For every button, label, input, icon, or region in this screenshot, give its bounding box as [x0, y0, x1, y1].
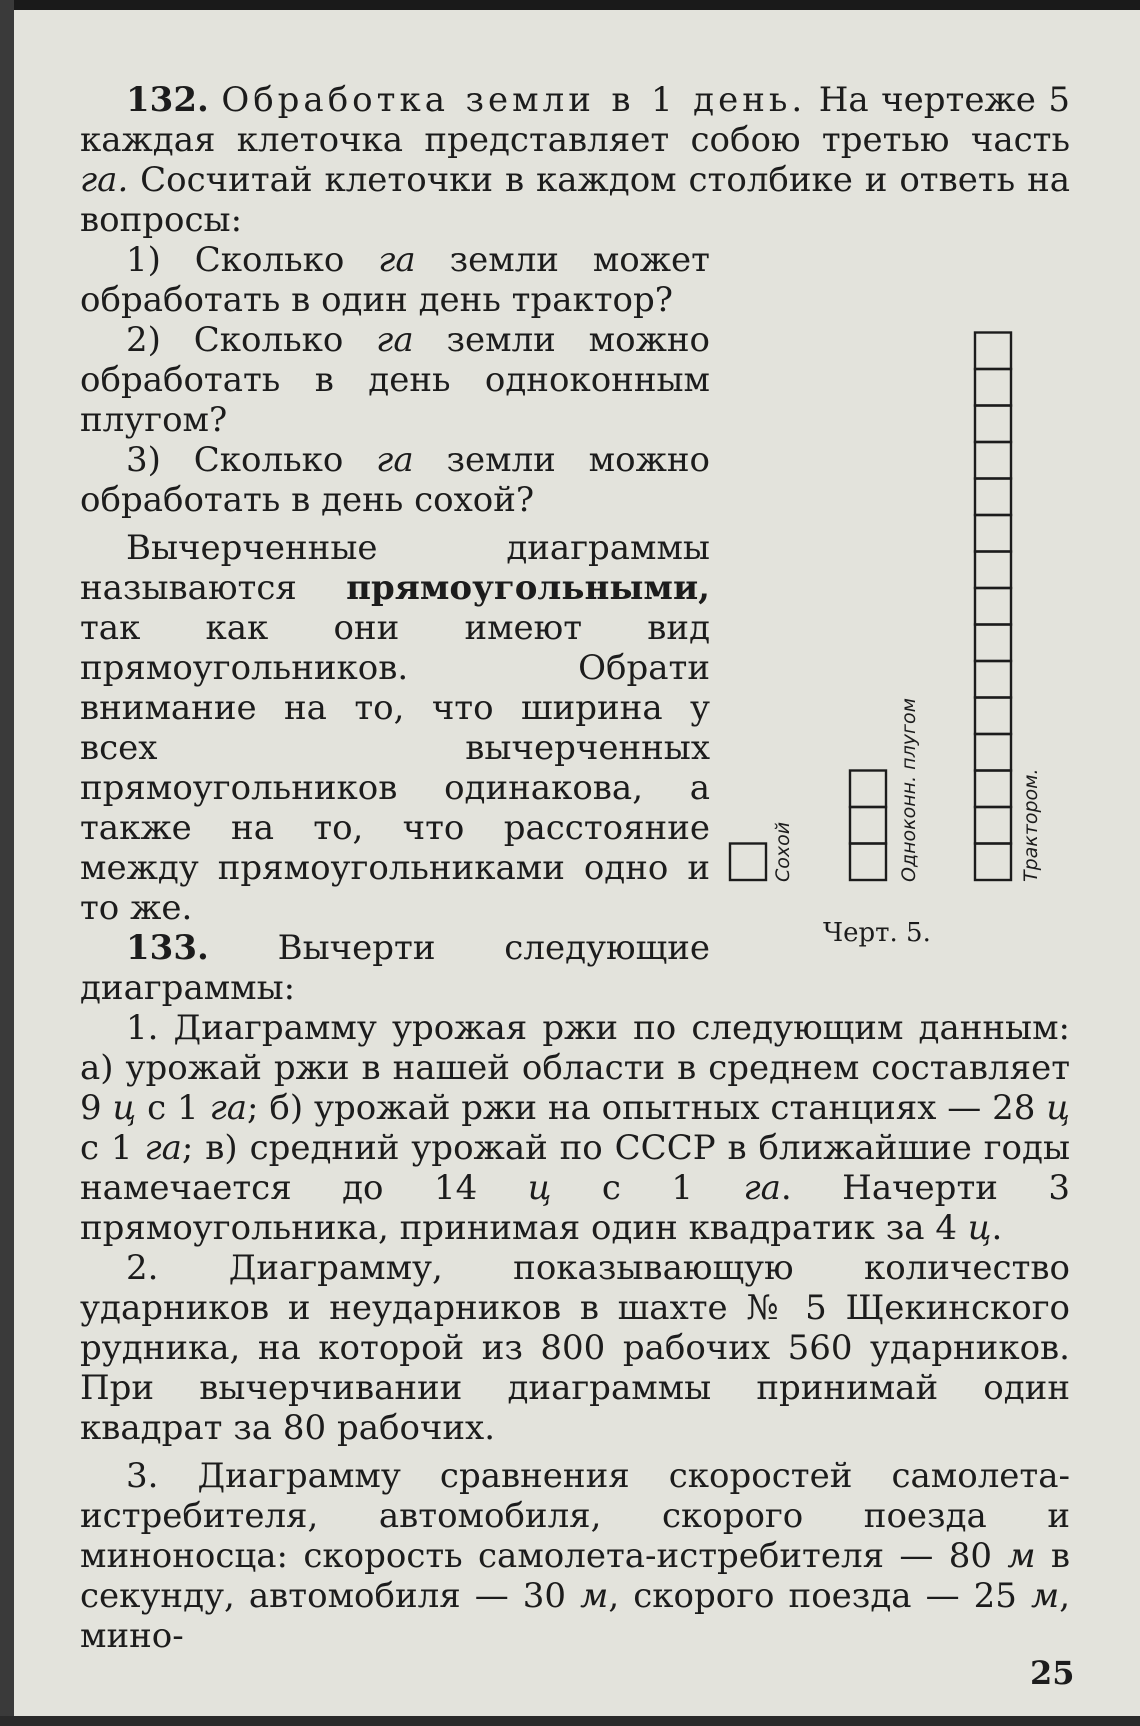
bar-cell-2-2 [850, 807, 886, 844]
unit-m: м [580, 1576, 609, 1616]
bar-cell-3-7 [975, 625, 1011, 662]
unit-c: ц [527, 1168, 552, 1208]
note-term: прямоугольными, [346, 568, 710, 608]
item-1-part-d: с 1 [80, 1128, 133, 1168]
problem-133-intro-text: Вычерти следующие диаграммы: [80, 928, 710, 1008]
bar-cell-3-14 [975, 369, 1011, 406]
unit-c: ц [967, 1208, 992, 1248]
bar-cell-3-3 [975, 771, 1011, 808]
bar-cell-2-3 [850, 771, 886, 808]
question-3 [80, 440, 710, 520]
problem-133-item-3 [80, 1456, 1070, 1656]
unit-ga: га [743, 1168, 781, 1208]
question-1-end: земли может обработать в один день трактор? [80, 240, 710, 320]
unit-ga: га [376, 320, 414, 360]
bar-cell-3-6 [975, 661, 1011, 698]
unit-ga: га [209, 1088, 248, 1128]
item-3-part-c: , скорого поезда — 25 [608, 1576, 1017, 1616]
bar-cell-3-15 [975, 333, 1011, 370]
question-2 [80, 320, 710, 440]
problem-132-heading: Обработка земли в 1 день. [221, 80, 807, 120]
item-3-part-a: 3. Диаграмму сравнения скоростей самолета-истребителя, автомобиля, скорого поезда и миноносца: скорость самолета-истребителя — 80 [80, 1456, 1070, 1576]
item-1-part-h: . [991, 1208, 1003, 1248]
problem-132-intro [80, 80, 1070, 240]
page-number: 25 [1030, 1654, 1075, 1692]
item-1-part-c: ; б) урожай ржи на опытных станциях — 28 [247, 1088, 1036, 1128]
item-3-part-d: , мино- [80, 1576, 1070, 1656]
question-1-start: 1) Сколько [126, 240, 345, 280]
problem-133-number: 133. [126, 928, 209, 968]
page-bottom-edge [0, 1716, 1140, 1726]
item-1-part-f: с 1 [601, 1168, 693, 1208]
bar-cell-3-8 [975, 588, 1011, 625]
problem-133-intro [80, 928, 710, 1008]
item-1-part-b: с 1 [147, 1088, 199, 1128]
bar-label-2: Одноконн. плугом [898, 698, 920, 882]
bar-cell-3-5 [975, 698, 1011, 735]
question-3-end: земли можно обработать в день сохой? [80, 440, 710, 520]
unit-c: ц [112, 1088, 137, 1128]
unit-ga: га [378, 240, 416, 280]
question-3-start: 3) Сколько [126, 440, 344, 480]
unit-m: м [1030, 1576, 1060, 1616]
question-2-start: 2) Сколько [126, 320, 344, 360]
page-left-edge [0, 0, 14, 1726]
bar-cell-3-10 [975, 515, 1011, 552]
figure-caption: Черт. 5. [823, 918, 931, 948]
bar-cell-3-11 [975, 479, 1011, 516]
problem-132-number: 132. [126, 80, 209, 120]
unit-m: м [1007, 1536, 1036, 1576]
bar-cell-3-13 [975, 406, 1011, 443]
bar-cell-3-4 [975, 734, 1011, 771]
bar-cell-3-1 [975, 844, 1011, 881]
bar-diagram-svg [720, 265, 1070, 905]
note-start: Вычерченные диаграммы называются [80, 528, 710, 608]
bar-cell-3-9 [975, 552, 1011, 589]
note-end: так как они имеют вид прямоугольников. Обрати внимание на то, что ширина у всех вычерченных прямоугольников одинакова, а также на то, что расстояние между прямоугольниками одно и то же. [80, 608, 710, 928]
item-1-part-g: . Начерти 3 прямоугольника, принимая один квадратик за 4 [80, 1168, 1070, 1248]
problem-132-intro-text: На чертеже 5 каждая клеточка представляет собою третью часть [80, 80, 1070, 160]
bar-cell-3-12 [975, 442, 1011, 479]
question-1 [80, 240, 710, 320]
bar-cell-3-2 [975, 807, 1011, 844]
problem-132-intro-end: Сосчитай клеточки в каждом столбике и ответь на вопросы: [80, 160, 1071, 240]
item-1-part-e: ; в) средний урожай по СССР в ближайшие годы намечается до 14 [80, 1128, 1071, 1208]
unit-ga: га [376, 440, 414, 480]
diagram-note [80, 528, 710, 928]
unit-ga: га [144, 1128, 182, 1168]
figure-5-bar-diagram [720, 265, 1070, 965]
unit-ga: га. [80, 160, 129, 200]
item-1-part-a: 1. Диаграмму урожая ржи по следующим данным: а) урожай ржи в нашей области в среднем составляет 9 [80, 1008, 1070, 1128]
bar-cell-2-1 [850, 844, 886, 881]
bar-cell-1-1 [730, 844, 766, 881]
bar-label-3: Трактором. [1020, 768, 1042, 882]
bar-label-1: Сохой [772, 821, 794, 882]
page-top-edge [0, 0, 1140, 10]
item-3-part-b: в секунду, автомобиля — 30 [80, 1536, 1071, 1616]
problem-133-item-1 [80, 1008, 1070, 1248]
question-2-end: земли можно обработать в день одноконным плугом? [80, 320, 710, 440]
problem-133-item-2: 2. Диаграмму, показывающую количество ударников и неударников в шахте № 5 Щекинского рудника, на которой из 800 рабочих 560 ударников. При вычерчивании диаграммы принимай один квадрат за 80 рабочих. [80, 1248, 1070, 1448]
unit-c: ц [1046, 1088, 1070, 1128]
